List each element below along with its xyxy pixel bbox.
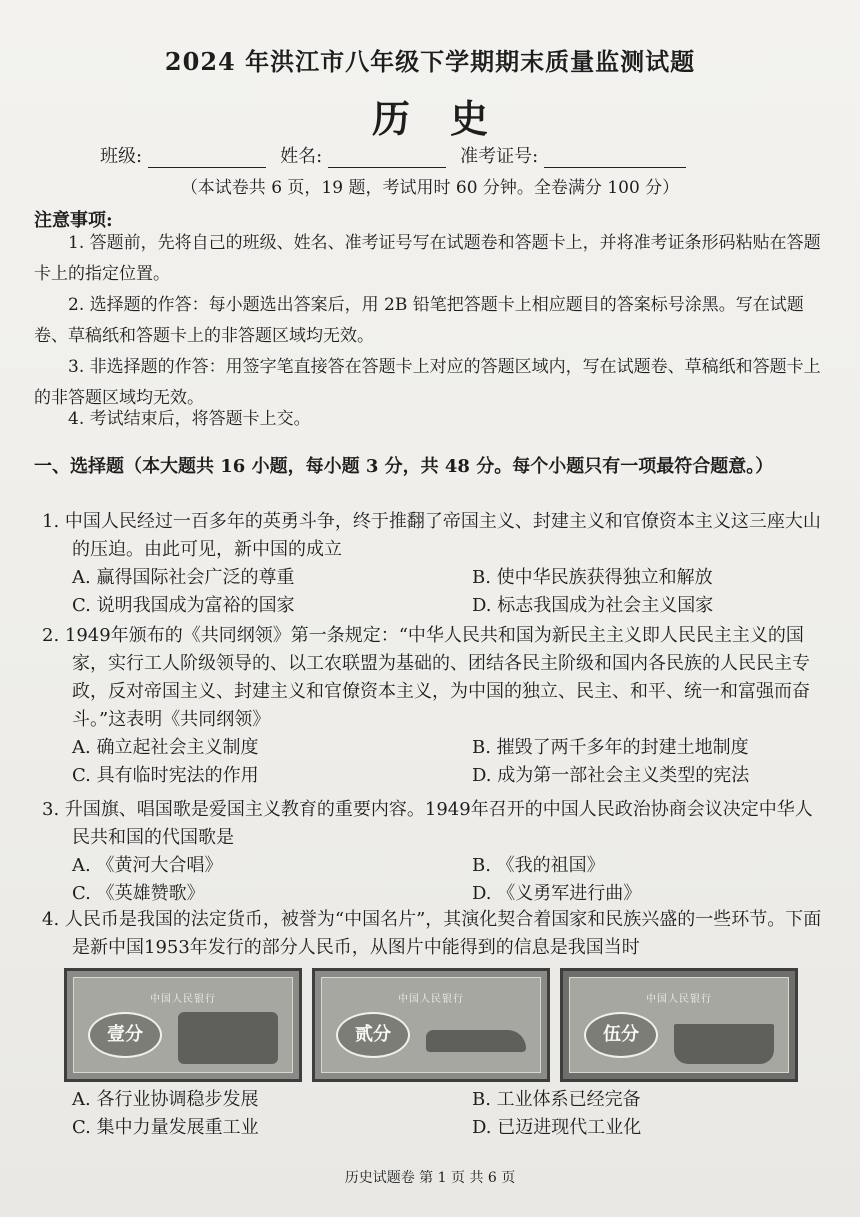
section-heading: 一、选择题（本大题共 16 小题，每小题 3 分，共 48 分。每个小题只有一项最符合题意。） — [34, 456, 774, 477]
question-3 — [42, 796, 828, 908]
notice-heading: 注意事项: — [34, 210, 113, 231]
notice-item: 1. 答题前，先将自己的班级、姓名、准考证号写在试题卷和答题卡上，并将准考证条形码粘贴在答题卡上的指定位置。 — [34, 233, 821, 284]
option-b: B. 《我的祖国》 — [472, 855, 605, 876]
question-stem: 4. 人民币是我国的法定货币，被誉为“中国名片”，其演化契合着国家和民族兴盛的一些环节。下面是新中国1953年发行的部分人民币，从图片中能得到的信息是我国当时 — [42, 909, 822, 958]
exam-number-field — [460, 142, 686, 168]
options — [42, 734, 828, 790]
question-stem: 2. 1949年颁布的《共同纲领》第一条规定：“中华人民共和国为新民主主义即人民民主主义的国家，实行工人阶级领导的、以工农联盟为基础的、团结各民主阶级和国内各民族的人民民主专政，反对帝国主义、封建主义和官僚资本主义，为中国的独立、民主、和平、统一和富强而奋斗。”这表明《共同纲领》 — [42, 625, 810, 730]
page-footer: 历史试题卷 第 1 页 共 6 页 — [344, 1170, 516, 1186]
option-b: B. 摧毁了两千多年的封建土地制度 — [472, 737, 749, 758]
exam-title: 2024 年洪江市八年级下学期期末质量监测试题 — [164, 47, 696, 76]
option-d: D. 标志我国成为社会主义国家 — [472, 595, 714, 616]
option-c: C. 具有临时宪法的作用 — [72, 765, 259, 786]
name-blank — [328, 149, 446, 168]
class-field — [100, 142, 266, 168]
option-a: A. 《黄河大合唱》 — [72, 855, 223, 876]
question-stem: 3. 升国旗、唱国歌是爱国主义教育的重要内容。1949年召开的中国人民政治协商会议决定中华人民共和国的代国歌是 — [42, 799, 813, 848]
exam-number-label: 准考证号: — [460, 146, 539, 167]
class-label: 班级: — [100, 146, 143, 167]
subject-title: 历史 — [371, 96, 528, 141]
option-c: C. 《英雄赞歌》 — [72, 883, 205, 904]
banknote-bank-name: 中国人民银行 — [398, 994, 464, 1005]
option-d: D. 已迈进现代工业化 — [472, 1117, 642, 1138]
option-d: D. 成为第一部社会主义类型的宪法 — [472, 765, 750, 786]
student-info-fields — [100, 142, 800, 168]
banknote-5-fen — [560, 968, 798, 1082]
airplane-picture — [426, 1030, 526, 1052]
option-a: A. 各行业协调稳步发展 — [72, 1089, 259, 1110]
option-c: C. 说明我国成为富裕的国家 — [72, 595, 295, 616]
option-c: C. 集中力量发展重工业 — [72, 1117, 259, 1138]
option-a: A. 确立起社会主义制度 — [72, 737, 259, 758]
options — [42, 564, 828, 620]
exam-number-blank — [544, 149, 686, 168]
notice-item: 2. 选择题的作答：每小题选出答案后，用 2B 铅笔把答题卡上相应题目的答案标号涂黑。写在试题卷、草稿纸和答题卡上的非答题区域均无效。 — [34, 295, 804, 346]
option-b: B. 工业体系已经完备 — [472, 1089, 641, 1110]
question-4 — [42, 906, 828, 1142]
class-blank — [148, 149, 266, 168]
name-label: 姓名: — [280, 146, 323, 167]
banknote-denomination: 壹分 — [88, 1012, 162, 1058]
option-a: A. 赢得国际社会广泛的尊重 — [72, 567, 295, 588]
ship-picture — [674, 1024, 774, 1064]
name-field — [280, 142, 446, 168]
option-d: D. 《义勇军进行曲》 — [472, 883, 642, 904]
notice-item: 4. 考试结束后，将答题卡上交。 — [68, 409, 311, 429]
truck-picture — [178, 1012, 278, 1064]
notice-item: 3. 非选择题的作答：用签字笔直接答在答题卡上对应的答题区域内，写在试题卷、草稿纸和答题卡上的非答题区域均无效。 — [34, 357, 821, 408]
option-b: B. 使中华民族获得独立和解放 — [472, 567, 713, 588]
options — [42, 852, 828, 908]
banknote-bank-name: 中国人民银行 — [150, 994, 216, 1005]
banknote-denomination: 贰分 — [336, 1012, 410, 1058]
exam-meta: （本试卷共 6 页，19 题，考试用时 60 分钟。全卷满分 100 分） — [180, 178, 680, 198]
banknote-bank-name: 中国人民银行 — [646, 994, 712, 1005]
question-1 — [42, 508, 828, 620]
banknote-2-fen — [312, 968, 550, 1082]
banknote-images — [64, 968, 828, 1082]
question-2 — [42, 622, 828, 790]
banknote-denomination: 伍分 — [584, 1012, 658, 1058]
options — [42, 1086, 828, 1142]
question-stem: 1. 中国人民经过一百多年的英勇斗争，终于推翻了帝国主义、封建主义和官僚资本主义这三座大山的压迫。由此可见，新中国的成立 — [42, 511, 821, 560]
banknote-1-fen — [64, 968, 302, 1082]
